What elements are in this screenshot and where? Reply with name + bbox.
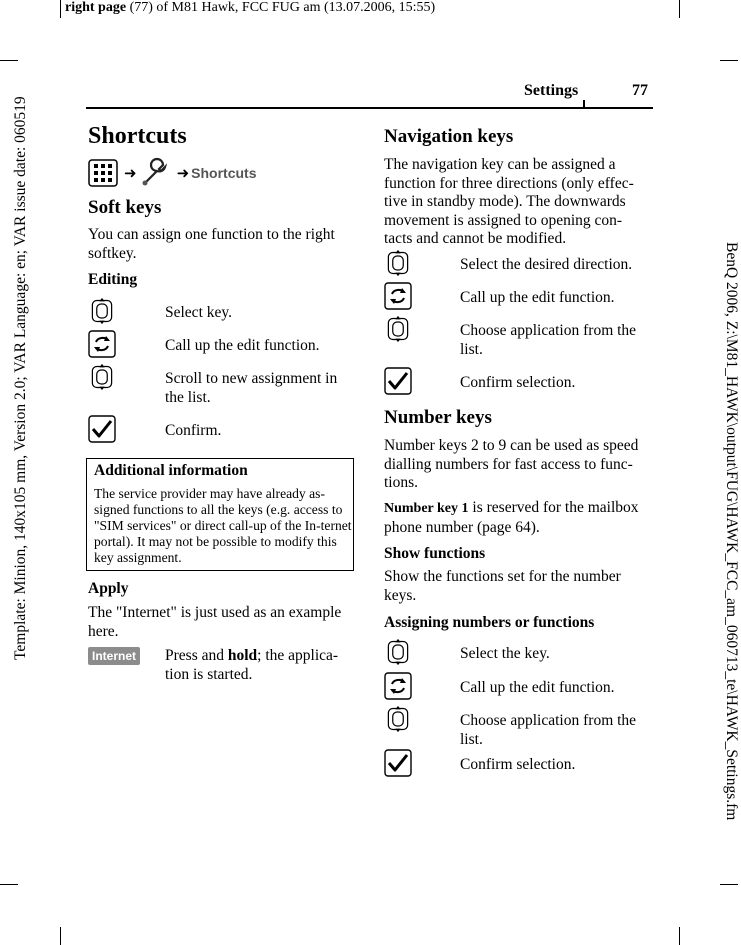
step-text: Call up the edit function. [165, 337, 320, 354]
crop-mark [720, 60, 738, 61]
apply-intro: The "Internet" is just used as an example here. [88, 604, 342, 640]
crop-mark [60, 0, 61, 18]
wrench-icon [139, 159, 171, 187]
crop-mark [720, 884, 738, 885]
nav-key-icon [384, 705, 412, 733]
assigning-label: Assigning numbers or functions [384, 614, 595, 631]
nav-key-icon [88, 297, 116, 325]
breadcrumb-arrow: ➜ [176, 164, 190, 182]
checkmark-icon [384, 749, 412, 777]
crop-mark [60, 927, 61, 945]
crop-mark [679, 927, 680, 945]
crop-mark [679, 0, 680, 18]
step-text: Confirm. [165, 422, 222, 439]
breadcrumb [88, 158, 257, 188]
crop-mark [0, 884, 18, 885]
checkmark-icon [88, 415, 116, 443]
step-text: Choose application from the list. [460, 712, 637, 748]
step-text: Confirm selection. [460, 374, 576, 391]
apply-step-text: Press and hold; the applica-tion is started. [165, 647, 339, 683]
print-header-bold: right page [65, 0, 127, 15]
page-title: Shortcuts [88, 123, 187, 149]
print-header-rest: (77) of M81 Hawk, FCC FUG am (13.07.2006, 15:55) [126, 0, 436, 15]
navigation-keys-intro: The navigation key can be assigned a function for three directions (only effec-tive in standby mode). The downwards movement is assigned to opening con-tacts and cannot be modified. [384, 156, 634, 247]
number-keys-intro: Number keys 2 to 9 can be used as speed dialling numbers for fast access to func-tions. [384, 437, 639, 491]
step-text: Select the key. [460, 645, 550, 662]
header-rule-tick [583, 100, 585, 108]
edit-key-icon [88, 330, 116, 358]
step-text: Call up the edit function. [460, 679, 615, 696]
soft-keys-heading: Soft keys [88, 197, 162, 218]
number-keys-heading: Number keys [384, 407, 492, 428]
internet-key-badge: Internet [88, 647, 140, 665]
apply-heading: Apply [88, 580, 129, 597]
breadcrumb-arrow: ➜ [124, 164, 137, 182]
print-header [65, 0, 435, 16]
left-margin-note: Template: Minion, 140x105 mm, Version 2.0; VAR Language: en; VAR issue date: 060519 [12, 96, 29, 660]
nav-key-icon [384, 638, 412, 666]
number-key-1-note: Number key 1 is reserved for the mailbox phone number (page 64). [384, 499, 639, 536]
right-margin-note: BenQ 2006, Z:\M81_HAWK\output\FUG\HAWK_FCC_am_060713_te\HAWK_Settings.fm [723, 242, 740, 821]
step-text: Select key. [165, 304, 232, 321]
nav-key-icon [384, 315, 412, 343]
running-header-page: 77 [632, 82, 648, 99]
checkmark-icon [384, 367, 412, 395]
step-text: Scroll to new assignment in the list. [165, 370, 338, 406]
step-text: Confirm selection. [460, 756, 576, 773]
running-header-section: Settings [524, 82, 579, 99]
step-text: Call up the edit function. [460, 289, 615, 306]
step-text: Select the desired direction. [460, 256, 633, 273]
additional-info-box [86, 458, 354, 571]
step-text: Choose application from the list. [460, 322, 637, 358]
editing-label: Editing [88, 271, 138, 288]
nav-key-icon [88, 363, 116, 391]
soft-keys-intro: You can assign one function to the right softkey. [88, 226, 335, 262]
edit-key-icon [384, 282, 412, 310]
additional-info-body: The service provider may have already as-signed functions to all the keys (e.g. access to "SIM services" or direct call-up of the In-ternet portal). It may not be possible to modify this key assignment. [94, 486, 352, 565]
nav-key-icon [384, 249, 412, 277]
edit-key-icon [384, 672, 412, 700]
breadcrumb-label: Shortcuts [191, 165, 257, 181]
additional-info-title: Additional information [94, 462, 248, 479]
header-rule [86, 107, 653, 109]
show-functions-text: Show the functions set for the number keys. [384, 568, 621, 604]
crop-mark [0, 60, 18, 61]
menu-grid-icon [88, 159, 118, 187]
navigation-keys-heading: Navigation keys [384, 126, 514, 147]
show-functions-label: Show functions [384, 545, 486, 562]
